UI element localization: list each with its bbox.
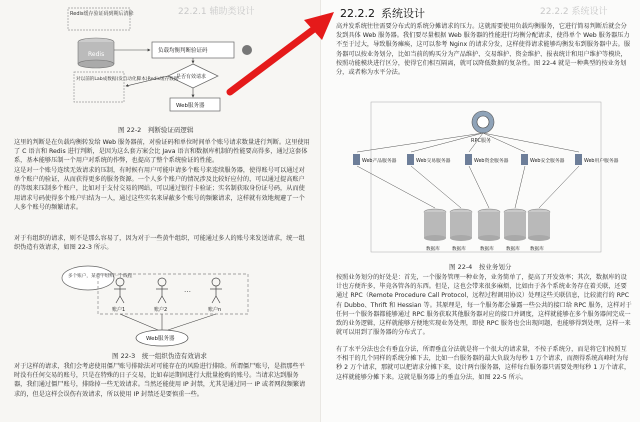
load-balancer-label: 负载均衡判断验证码 <box>158 48 208 54</box>
left-page-header: 22.2.1 辅助类设计 <box>178 7 255 17</box>
server-4-label: Web安全服务器 <box>530 159 565 164</box>
right-page-header: 22.2.2 系统设计 <box>540 7 608 17</box>
db-5-label: 数据库 <box>530 247 544 252</box>
account-1-label: 账户1 <box>112 307 126 313</box>
left-paragraph-4: 对于这样的请求，我们会考虑使用僵尸账号排除法对可能存在的风险进行排除。所谓僵尸账号，是指那些平时没有任何交易的账号，只是在特殊的日子交易，比如春运期间进行大批量抢购的账号。当请求达到服务器，我们通过僵尸账号，排除掉一些无效请求。当然还能使用 IP 封禁，尤其是通过同一 IP 或者网段频繁请求的，但是这样会误伤有效请求，所以使用 IP 封禁还是要慎重一些。 <box>14 363 306 398</box>
section-title: 系统设计 <box>381 7 425 20</box>
db-1-label: 数据库 <box>426 247 440 252</box>
left-paragraph-1: 这里的判断是在负载均衡转发给 Web 服务器前，对验证码和单位时间单个账号请求数量进行判断。这里使用了 C 语言和 Redis 进行判断，是因为这么套方案会比 Java 语言和数据库机制的性能要高得多，通过这套体系，基本能够压制一个用户对系统的作弊，也提高了整个系统验证的性能。 <box>14 139 310 165</box>
section-number: 22.2.2 <box>340 7 375 20</box>
rpc-label: RPC服务 <box>471 138 491 144</box>
db-4-label: 数据库 <box>506 247 520 252</box>
right-paragraph-1: 高并发系统往往需要分布式的系统分摊请求的压力。这就需要使用负载均衡服务，它进行简易判断后就会分发到具体 Web 服务器。我们要尽量根据 Web 服务器的性能进行均衡分配请求，使得单个 Web 服务器压力不至于过大，导致服务瘫痪，这可以参考 Nginx 的请求分发，这样使得请求能够均衡发布到服务器中去。服务器可以按业务划分，比如当前的购买分为产品维护、交易维护、资金维护、报表统计和用户维护等模块，按照功能模块进行区分，使得它们相互隔离，就可以降低数据的复杂性。图 22-4 就是一种典型的按业务划分，或者称为水平分法。 <box>336 23 631 77</box>
server-1-label: Web产品服务器 <box>362 159 397 164</box>
right-paragraph-2: 按照业务划分的好处是：首先，一个服务管理一种业务，业务简单了，提高了开发效率；其次，数据库的设计也方便许多，毕竟各管各的东西。但是，这也会带来很多麻烦，比如由于各个系统业务存在着关联，还要通过 RPC（Remote Procedure Call Protocol，远程过程调用协议）处理这些关联信息，比较流行的 RPC 有 Dubbo、Thrift 和 Hessian 等。其原理是，每一个服务都会暴露一些公共的接口给 RPC 服务，这样对于任何一个服务器都能够通过 RPC 服务获取其他服务器对应的接口并调度，这样就能够在多个服务器间完成一致的业务逻辑，这样就能够方便地实现业务处理，即使 RPC 服务也会出现问题，也能够得到处理，这样一来就可以用到了服务器的分布式了。 <box>336 274 632 337</box>
figure-caption-1: 图 22-2 判断验证码逻辑 <box>118 126 194 134</box>
account-n-label: 账户n <box>208 307 222 313</box>
svg-text:…: … <box>184 286 191 294</box>
figure-caption-2: 图 22-3 统一组织伪造有效请求 <box>112 352 207 360</box>
server-2-label: Web交易服务器 <box>416 159 451 164</box>
figure-caption-right: 图 22-4 按业务划分 <box>449 263 512 271</box>
redis-db-label: Redis <box>88 51 105 58</box>
cache-note: Redis缓存验证码到期后清除 <box>70 11 134 17</box>
right-paragraph-3: 有了水平分法也会有垂直分法，所谓垂直分法就是将一个很大的请求量，不按子系统分，而是将它们按照互不相干的几个同样的系统分摊下去，比如一台服务器的最大负载为每秒 1 万个请求，而测得系统高峰时为每秒 2 万个请求，那就可以把请求分摊下来，设计两台服务器，这样每台服务器只需要处理每秒 1 万个请求，这样就能够分摊下来。这就是服务器上的垂直分法，如图 22-5 所示。 <box>336 346 631 381</box>
db-3-label: 数据库 <box>480 247 494 252</box>
server-3-label: Web资金服务器 <box>474 159 509 164</box>
cloud-label: 多个账户，某黄牛组织一个线程 <box>68 274 133 279</box>
account-2-label: 账户2 <box>154 307 168 313</box>
db-2-label: 数据库 <box>452 247 466 252</box>
left-paragraph-3: 对于有组织的请求，则不是那么容易了，因为对于一些黄牛组织，可能通过多人的账号来发送请求，统一组织伪造有效请求，如图 22-3 所示。 <box>14 235 305 252</box>
figure2-server-label: Web服务器 <box>146 336 175 342</box>
server-5-label: Web用户服务器 <box>584 159 619 164</box>
web-server-label: Web服务器 <box>176 103 205 109</box>
decision-label: 是否有效请求 <box>176 74 207 80</box>
left-paragraph-2: 这是对一个账号连续无效请求的压制，有时候有用户可能申请多个账号来连续服务器，使得账号可以通过对单个账户的验证，从而获得更多的服务资源。一个人多个账户的情况涉及比较好应付的，可以通过提高账户的等级来压制多个账户，比如对于支付交易的网站，可以通过银行卡验证；实名制获取身份证号码，从而使用请求号码使得多个账户归结为一人，通过这些实名来屏蔽多个账号的频繁请求，这样就有效地规避了一个人多个账号的频繁请求。 <box>14 167 305 211</box>
client-note: 对以前的Lab成数据(发自动化脚本)Redis缓存数据 <box>76 77 179 82</box>
